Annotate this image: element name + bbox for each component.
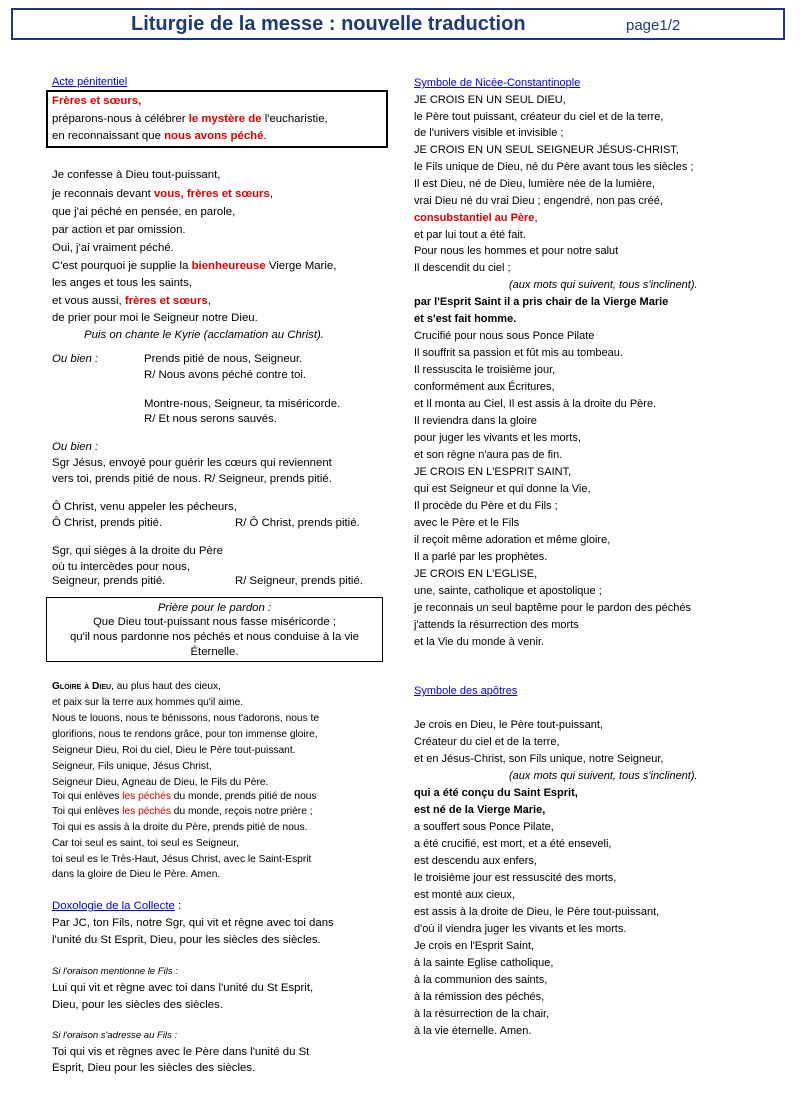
- nicene-line: Pour nous les hommes et pour notre salut: [414, 245, 619, 257]
- apostles-line: à la rémission des péchés,: [414, 991, 545, 1003]
- confiteor-line: Oui, j'ai vraiment péché.: [52, 242, 174, 254]
- nicene-line: avec le Père et le Fils: [414, 517, 520, 529]
- gloria-line: Nous te louons, nous te bénissons, nous t'adorons, nous te: [52, 713, 319, 724]
- nicene-line: par l'Esprit Saint il a pris chair de la Vierge Marie: [414, 296, 669, 308]
- confiteor-line: que j'ai péché en pensée, en parole,: [52, 206, 236, 218]
- doxology-line: l'unité du St Esprit, Dieu, pour les siècles des siècles.: [52, 934, 321, 946]
- doxology-heading: Doxologie de la Collecte :: [52, 900, 182, 912]
- kyrie-line: Montre-nous, Seigneur, ta miséricorde.: [144, 398, 341, 410]
- nicene-line: et la Vie du monde à venir.: [414, 636, 545, 648]
- pardon-line: Que Dieu tout-puissant nous fasse miséricorde ;: [92, 616, 337, 628]
- nicene-line: JE CROIS EN UN SEUL DIEU,: [414, 94, 566, 106]
- apostles-line: est monté aux cieux,: [414, 889, 515, 901]
- nicene-line: Il procède du Père et du Fils ;: [414, 500, 558, 512]
- intro-line: Frères et sœurs,: [52, 95, 142, 107]
- confiteor-line: Je confesse à Dieu tout-puissant,: [52, 169, 221, 181]
- section-title-apostles[interactable]: Symbole des apôtres: [414, 685, 518, 697]
- rubric-line: Puis on chante le Kyrie (acclamation au Christ).: [84, 329, 324, 341]
- kyrie-line: vers toi, prends pitié de nous. R/ Seigneur, prends pitié.: [52, 473, 332, 485]
- kyrie-line: Ô Christ, venu appeler les pécheurs,: [52, 501, 237, 513]
- gloria-line: Toi qui es assis à la droite du Père, prends pitié de nous.: [52, 822, 308, 833]
- apostles-line: est descendu aux enfers,: [414, 855, 537, 867]
- rubric-line: (aux mots qui suivent, tous s'inclinent).: [509, 770, 698, 782]
- nicene-line: Il reviendra dans la gloire: [414, 415, 537, 427]
- doxology-line: Lui qui vit et règne avec toi dans l'unité du St Esprit,: [52, 982, 314, 994]
- doxology-line: Toi qui vis et règnes avec le Père dans l'unité du St: [52, 1046, 310, 1058]
- kyrie-line: où tu intercèdes pour nous,: [52, 561, 191, 573]
- apostles-line: Je crois en l'Esprit Saint,: [414, 940, 535, 952]
- apostles-line: Je crois en Dieu, le Père tout-puissant,: [414, 719, 603, 731]
- nicene-line: Il a parlé par les prophètes.: [414, 551, 548, 563]
- kyrie-line: R/ Nous avons péché contre toi.: [144, 369, 307, 381]
- apostles-line: a été crucifié, est mort, et a été enseveli,: [414, 838, 612, 850]
- page-title: Liturgie de la messe : nouvelle traduction: [131, 13, 526, 35]
- doxology-line: Par JC, ton Fils, notre Sgr, qui vit et règne avec toi dans: [52, 917, 334, 929]
- intro-line: en reconnaissant que nous avons péché.: [52, 130, 267, 142]
- nicene-line: le Père tout puissant, créateur du ciel et de la terre,: [414, 111, 664, 123]
- nicene-line: Il est Dieu, né de Dieu, lumière née de la lumière,: [414, 178, 655, 190]
- confiteor-line: et vous aussi, frères et sœurs,: [52, 295, 211, 307]
- gloria-line: Seigneur Dieu, Roi du ciel, Dieu le Père tout-puissant.: [52, 745, 296, 756]
- pardon-line: qu'il nous pardonne nos péchés et nous conduise à la vie: [69, 631, 360, 643]
- nicene-line: pour juger les vivants et les morts,: [414, 432, 581, 444]
- page-number: page1/2: [626, 17, 681, 34]
- nicene-line: une, sainte, catholique et apostolique ;: [414, 585, 602, 597]
- nicene-line: conformément aux Écritures,: [414, 381, 555, 393]
- nicene-line: et Il monta au Ciel, Il est assis à la droite du Père.: [414, 398, 657, 410]
- apostles-line: le troisième jour est ressuscité des morts,: [414, 872, 617, 884]
- rubric-line: (aux mots qui suivent, tous s'inclinent).: [509, 279, 698, 291]
- pardon-line: Éternelle.: [190, 646, 239, 658]
- page-header: [11, 8, 785, 40]
- pardon-title: Prière pour le pardon :: [157, 602, 272, 614]
- apostles-line: à la sainte Eglise catholique,: [414, 957, 554, 969]
- kyrie-line: Prends pitié de nous, Seigneur.: [144, 353, 303, 365]
- apostles-line: est assis à la droite de Dieu, le Père tout-puissant,: [414, 906, 660, 918]
- kyrie-line: R/ Et nous serons sauvés.: [144, 413, 277, 425]
- kyrie-line: Seigneur, prends pitié.: [52, 575, 166, 587]
- nicene-line: il reçoit même adoration et même gloire,: [414, 534, 611, 546]
- gloria-line: et paix sur la terre aux hommes qu'il aime.: [52, 697, 244, 708]
- nicene-line: et par lui tout a été fait.: [414, 229, 526, 241]
- apostles-line: qui a été conçu du Saint Esprit,: [414, 787, 578, 799]
- gloria-line: Car toi seul es saint, toi seul es Seigneur,: [52, 838, 239, 849]
- apostles-line: d'où il viendra juger les vivants et les morts.: [414, 923, 627, 935]
- apostles-line: est né de la Vierge Marie,: [414, 804, 546, 816]
- doxology-line: Esprit, Dieu pour les siècles des siècles.: [52, 1062, 256, 1074]
- nicene-line: Il souffrit sa passion et fût mis au tombeau.: [414, 347, 623, 359]
- kyrie-line: R/ Ô Christ, prends pitié.: [235, 517, 360, 529]
- kyrie-line: Sgr, qui sièges à la droite du Père: [52, 545, 223, 557]
- kyrie-line: Sgr Jésus, envoyé pour guérir les cœurs qui reviennent: [52, 457, 332, 469]
- kyrie-line: R/ Seigneur, prends pitié.: [235, 575, 363, 587]
- nicene-line: j'attends la résurrection des morts: [414, 619, 579, 631]
- nicene-line: consubstantiel au Père,: [414, 212, 538, 224]
- nicene-line: JE CROIS EN L'EGLISE,: [414, 568, 538, 580]
- section-title-doxology[interactable]: Doxologie de la Collecte: [52, 900, 175, 912]
- nicene-line: je reconnais un seul baptême pour le pardon des péchés: [414, 602, 692, 614]
- apostles-line: et en Jésus-Christ, son Fils unique, notre Seigneur,: [414, 753, 664, 765]
- confiteor-line: je reconnais devant vous, frères et sœurs,: [52, 188, 273, 200]
- doxology-note: Si l'oraison mentionne le Fils :: [52, 966, 178, 977]
- kyrie-line: Ô Christ, prends pitié.: [52, 517, 163, 529]
- gloria-line: dans la gloire de Dieu le Père. Amen.: [52, 869, 221, 880]
- nicene-line: Il descendit du ciel ;: [414, 262, 511, 274]
- apostles-line: à la vie éternelle. Amen.: [414, 1025, 532, 1037]
- ou-bien-label: Ou bien :: [52, 441, 99, 453]
- confiteor-line: par action et par omission.: [52, 224, 186, 236]
- doxology-line: Dieu, pour les siècles des siècles.: [52, 999, 223, 1011]
- apostles-line: à la communion des saints,: [414, 974, 548, 986]
- gloria-line: Toi qui enlèves les péchés du monde, reçois notre prière ;: [52, 806, 313, 817]
- gloria-line: Toi qui enlèves les péchés du monde, prends pitié de nous: [52, 791, 317, 802]
- apostles-line: Créateur du ciel et de la terre,: [414, 736, 560, 748]
- apostles-line: a souffert sous Ponce Pilate,: [414, 821, 554, 833]
- section-title-nicene[interactable]: Symbole de Nicée-Constantinople: [414, 77, 581, 89]
- nicene-line: JE CROIS EN L'ESPRIT SAINT,: [414, 466, 572, 478]
- gloria-line: Gloire à Dieu, au plus haut des cieux,: [52, 681, 221, 692]
- nicene-line: de l'univers visible et invisible ;: [414, 127, 564, 139]
- nicene-line: et son règne n'aura pas de fin.: [414, 449, 563, 461]
- doxology-note: Si l'oraison s'adresse au Fils :: [52, 1030, 178, 1041]
- section-title-penitential[interactable]: Acte pénitentiel: [52, 76, 128, 88]
- confiteor-line: de prier pour moi le Seigneur notre Dieu.: [52, 312, 258, 324]
- nicene-line: le Fils unique de Dieu, né du Père avant tous les siècles ;: [414, 161, 694, 173]
- nicene-line: Il ressuscita le troisième jour,: [414, 364, 556, 376]
- ou-bien-label: Ou bien :: [52, 353, 99, 365]
- gloria-line: toi seul es le Très-Haut, Jésus Christ, avec le Saint-Esprit: [52, 854, 312, 865]
- gloria-line: Seigneur Dieu, Agneau de Dieu, le Fils du Père.: [52, 777, 269, 788]
- confiteor-line: C'est pourquoi je supplie la bienheureuse Vierge Marie,: [52, 260, 337, 272]
- nicene-line: vrai Dieu né du vrai Dieu ; engendré, non pas créé,: [414, 195, 663, 207]
- confiteor-line: les anges et tous les saints,: [52, 277, 192, 289]
- gloria-line: glorifions, nous te rendons grâce, pour ton immense gloire,: [52, 729, 318, 740]
- nicene-line: qui est Seigneur et qui donne la Vie,: [414, 483, 591, 495]
- intro-line: préparons-nous à célébrer le mystère de l'eucharistie,: [52, 113, 328, 125]
- nicene-line: Crucifié pour nous sous Ponce Pilate: [414, 330, 595, 342]
- nicene-line: et s'est fait homme.: [414, 313, 517, 325]
- apostles-line: à la résurrection de la chair,: [414, 1008, 550, 1020]
- gloria-line: Seigneur, Fils unique, Jésus Christ,: [52, 761, 212, 772]
- nicene-line: JE CROIS EN UN SEUL SEIGNEUR JÉSUS-CHRIST,: [414, 144, 679, 156]
